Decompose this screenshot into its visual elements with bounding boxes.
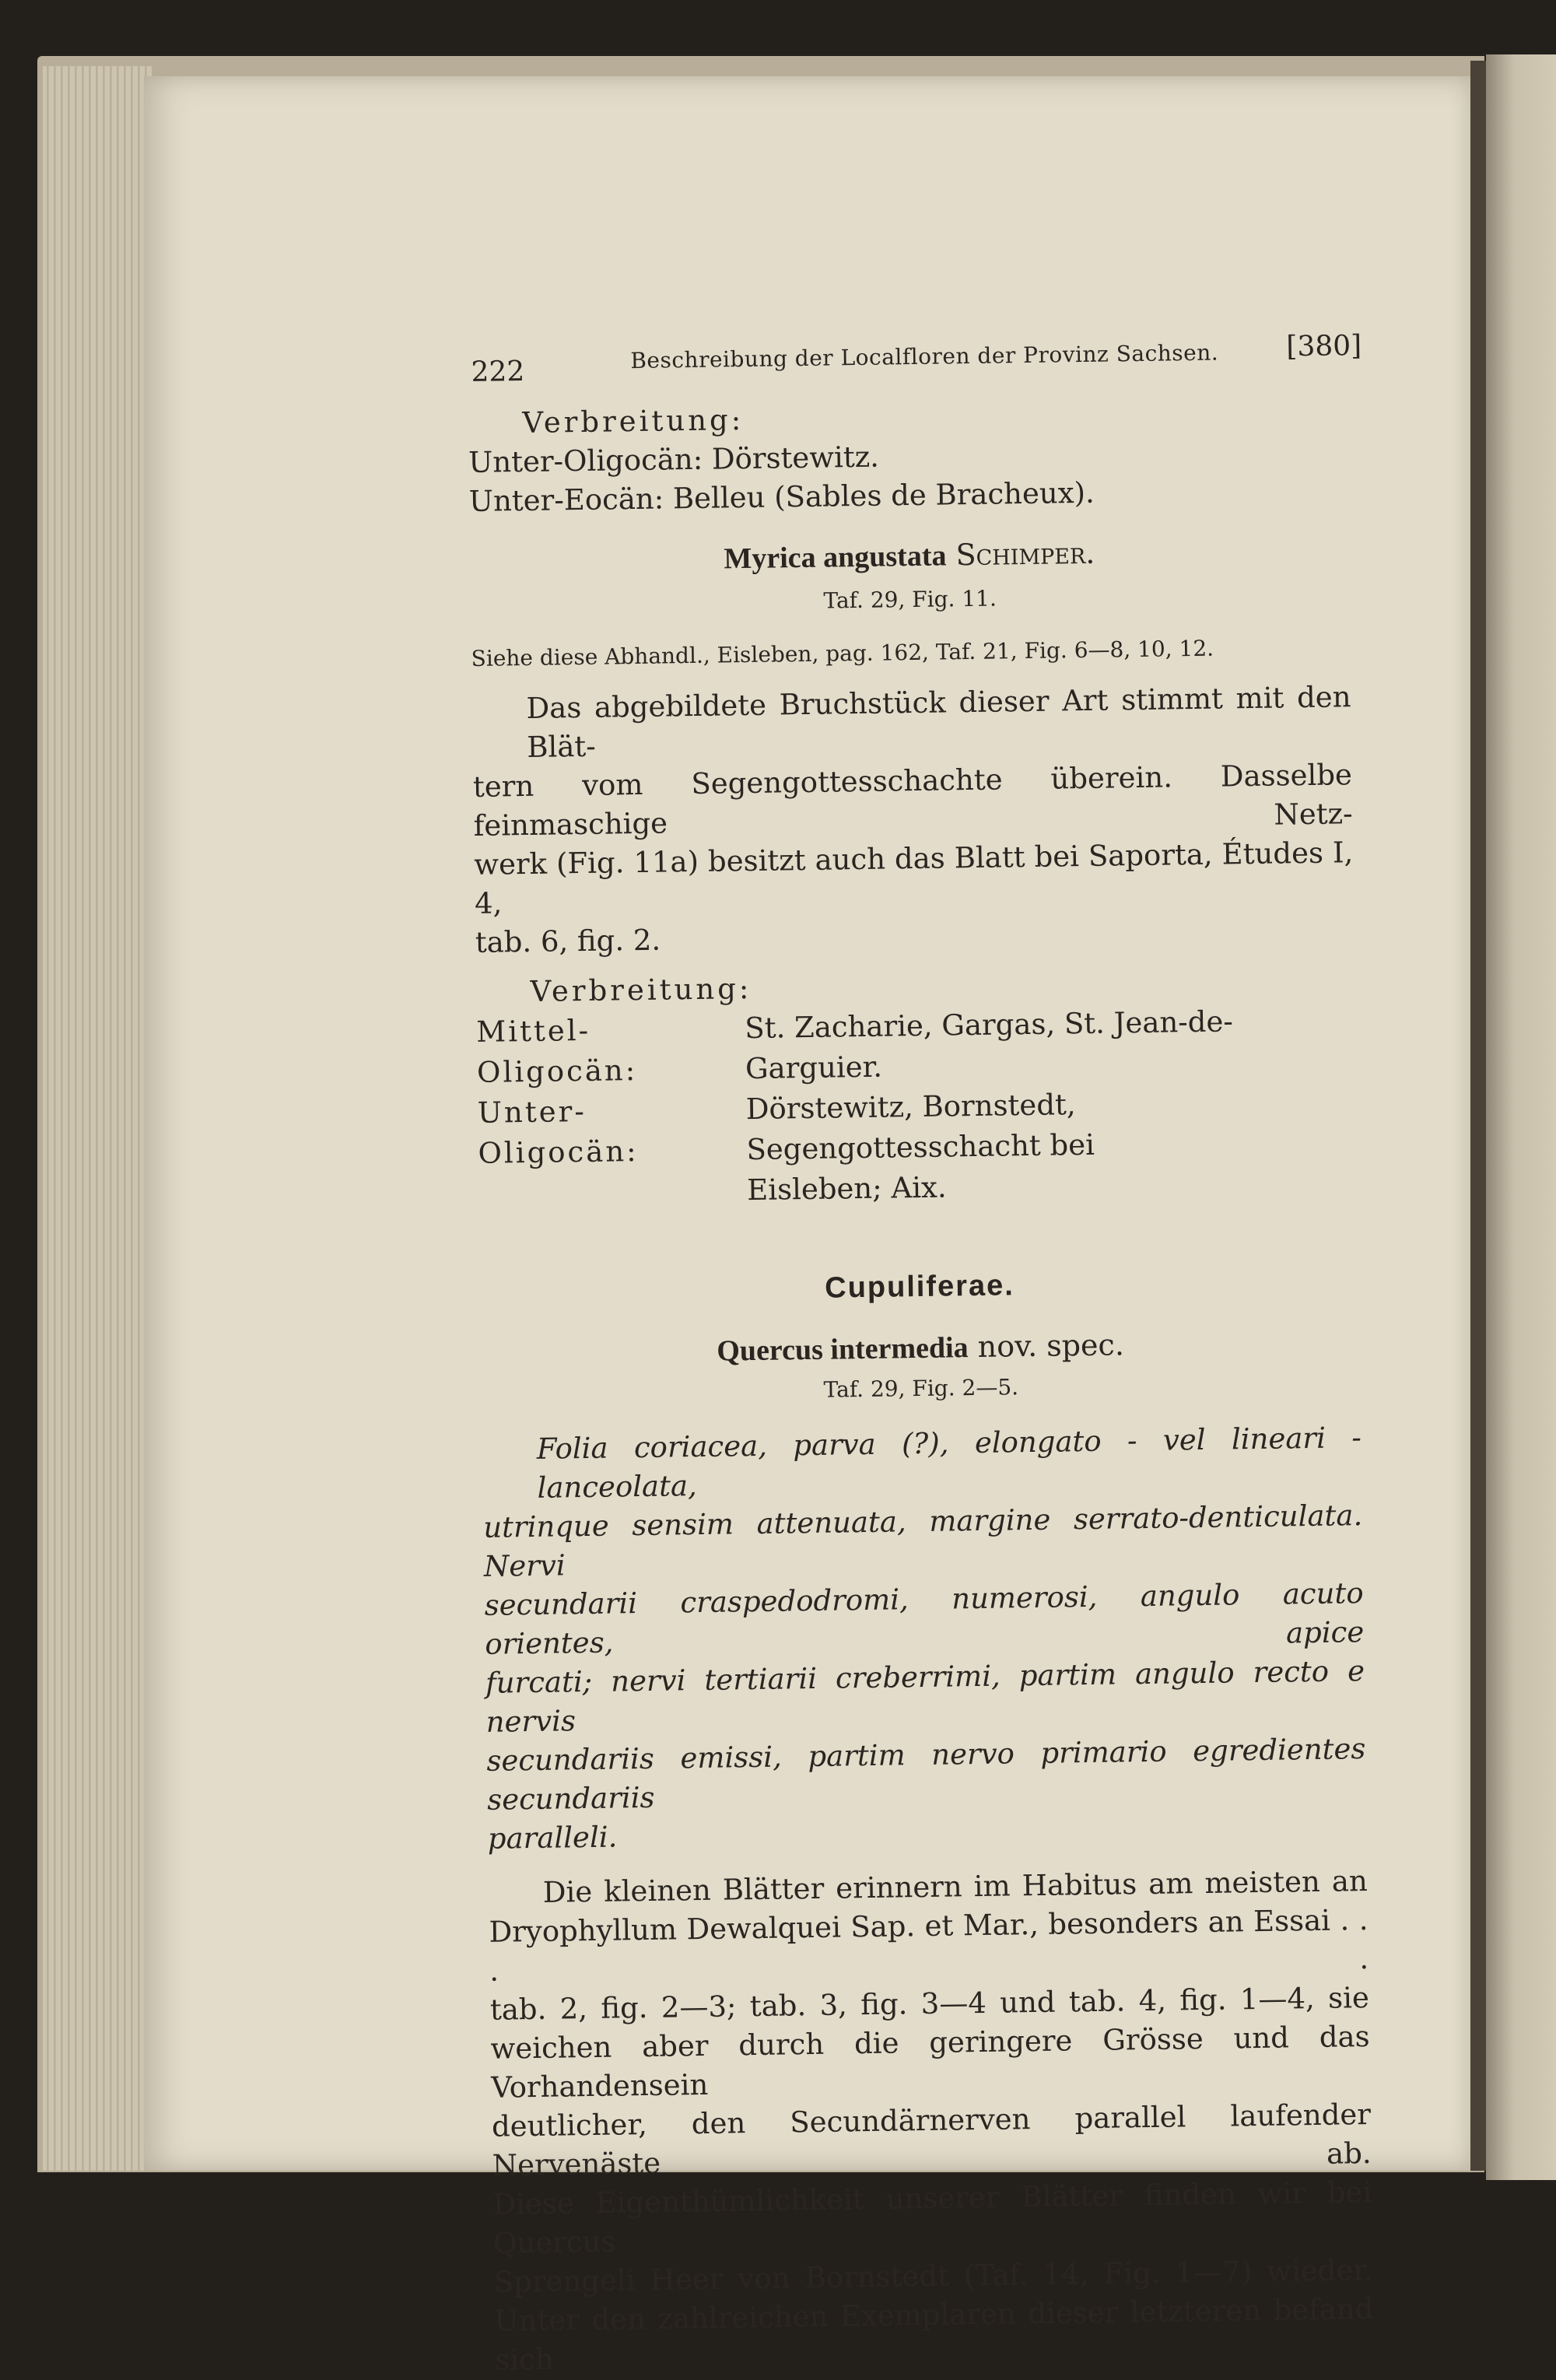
text-line: tern vom Segengottesschachte überein. Dasselbe feinmaschige Netz- bbox=[472, 758, 1353, 843]
literature-reference: Siehe diese Abhandl., Eisleben, pag. 162, Taf. 21, Fig. 6—8, 10, 12. bbox=[471, 635, 1214, 671]
text-line: utrinque sensim attenuata, margine serrato-denticulata. Nervi bbox=[482, 1498, 1363, 1583]
page-number: 222 bbox=[471, 355, 525, 388]
distribution-value: St. Zacharie, Gargas, St. Jean-de-Garguier. bbox=[745, 1004, 1234, 1086]
text-line: Sprengeli Heer von Bornstedt (Taf. 14, Fig. 1—7) wieder. bbox=[493, 2252, 1374, 2299]
distribution-label bbox=[478, 1170, 748, 1215]
species-name: Quercus intermedia bbox=[717, 1331, 969, 1368]
text-line: Die kleinen Blätter erinnern im Habitus am meisten an bbox=[542, 1864, 1369, 1909]
verbreitung-heading: Verbreitung: bbox=[522, 403, 745, 440]
text-line: tab. 6, fig. 2. bbox=[475, 923, 661, 959]
species-title-quercus bbox=[481, 1324, 1361, 1372]
facing-page bbox=[1486, 54, 1556, 2180]
distribution-value: Dörstewitz, Bornstedt, Segengottesschacht bei bbox=[745, 1088, 1095, 1167]
species-title-myrica bbox=[470, 532, 1350, 580]
distribution-label: Unter-Oligocän: bbox=[468, 442, 703, 479]
quercus-paragraph bbox=[488, 1862, 1374, 2380]
verbreitung-heading: Verbreitung: bbox=[530, 971, 752, 1008]
text-line: Dryophyllum Dewalquei Sap. et Mar., besonders an Essai . . . . bbox=[489, 1903, 1369, 1988]
running-title: Beschreibung der Localfloren der Provinz Sachsen. bbox=[630, 339, 1219, 374]
plate-reference: Taf. 29, Fig. 2—5. bbox=[823, 1374, 1019, 1403]
text-line: deutlicher, den Secundärnerven parallel laufender Nervenäste ab. bbox=[491, 2098, 1372, 2182]
distribution-value: Eisleben; Aix. bbox=[746, 1170, 947, 1208]
text-line: paralleli. bbox=[487, 1820, 618, 1856]
page-content bbox=[467, 330, 1374, 2380]
family-heading: Cupuliferae. bbox=[824, 1269, 1015, 1305]
text-line: werk (Fig. 11a) besitzt auch das Blatt bei Saporta, Études I, 4, bbox=[474, 836, 1354, 920]
page-stack bbox=[43, 66, 152, 2171]
species-name: Myrica angustata bbox=[724, 539, 947, 576]
distribution-label: Mittel-Oligocän: bbox=[476, 1013, 638, 1089]
text-line: Diese Eigenthümlichkeit unserer Blätter finden wir bei Quercus bbox=[492, 2175, 1372, 2260]
verbreitung-section-2 bbox=[475, 961, 1358, 1215]
text-line: Folia coriacea, parva (?), elongato - vel lineari - lanceolata, bbox=[536, 1421, 1362, 1505]
gutter-shadow bbox=[1470, 61, 1486, 2171]
text-line: furcati; nervi tertiarii creberrimi, partim angulo recto e nervis bbox=[485, 1654, 1365, 1739]
latin-diagnosis bbox=[482, 1418, 1368, 1859]
text-line: secundarii craspedodromi, numerosi, angulo acuto orientes, apice bbox=[484, 1576, 1365, 1661]
text-line: Unter den zahlreichen Exemplaren dieser letzteren befand sich bbox=[494, 2291, 1374, 2377]
myrica-paragraph bbox=[471, 678, 1354, 962]
text-line: tab. 2, fig. 2—3; tab. 3, fig. 3—4 und tab. 4, fig. 1—4, sie bbox=[489, 1981, 1370, 2027]
distribution-value: Dörstewitz. bbox=[711, 440, 880, 476]
verbreitung-section-1 bbox=[468, 392, 1348, 521]
species-author: Schimper. bbox=[955, 535, 1095, 573]
text-line: weichen aber durch die geringere Grösse und das Vorhandensein bbox=[490, 2020, 1370, 2105]
distribution-value: Belleu (Sables de Bracheux). bbox=[672, 475, 1095, 516]
text-line: Das abgebildete Bruchstück dieser Art stimmt mit den Blät- bbox=[526, 680, 1351, 764]
plate-reference: Taf. 29, Fig. 11. bbox=[823, 585, 997, 614]
text-line: secundariis emissi, partim nervo primario egredientes secundariis bbox=[486, 1732, 1366, 1817]
species-suffix: nov. spec. bbox=[977, 1327, 1125, 1364]
bracket-number: [380] bbox=[1286, 329, 1362, 363]
distribution-label: Unter-Eocän: bbox=[468, 482, 664, 518]
distribution-label: Unter-Oligocän: bbox=[477, 1094, 639, 1170]
distribution-table bbox=[476, 1000, 1358, 1215]
